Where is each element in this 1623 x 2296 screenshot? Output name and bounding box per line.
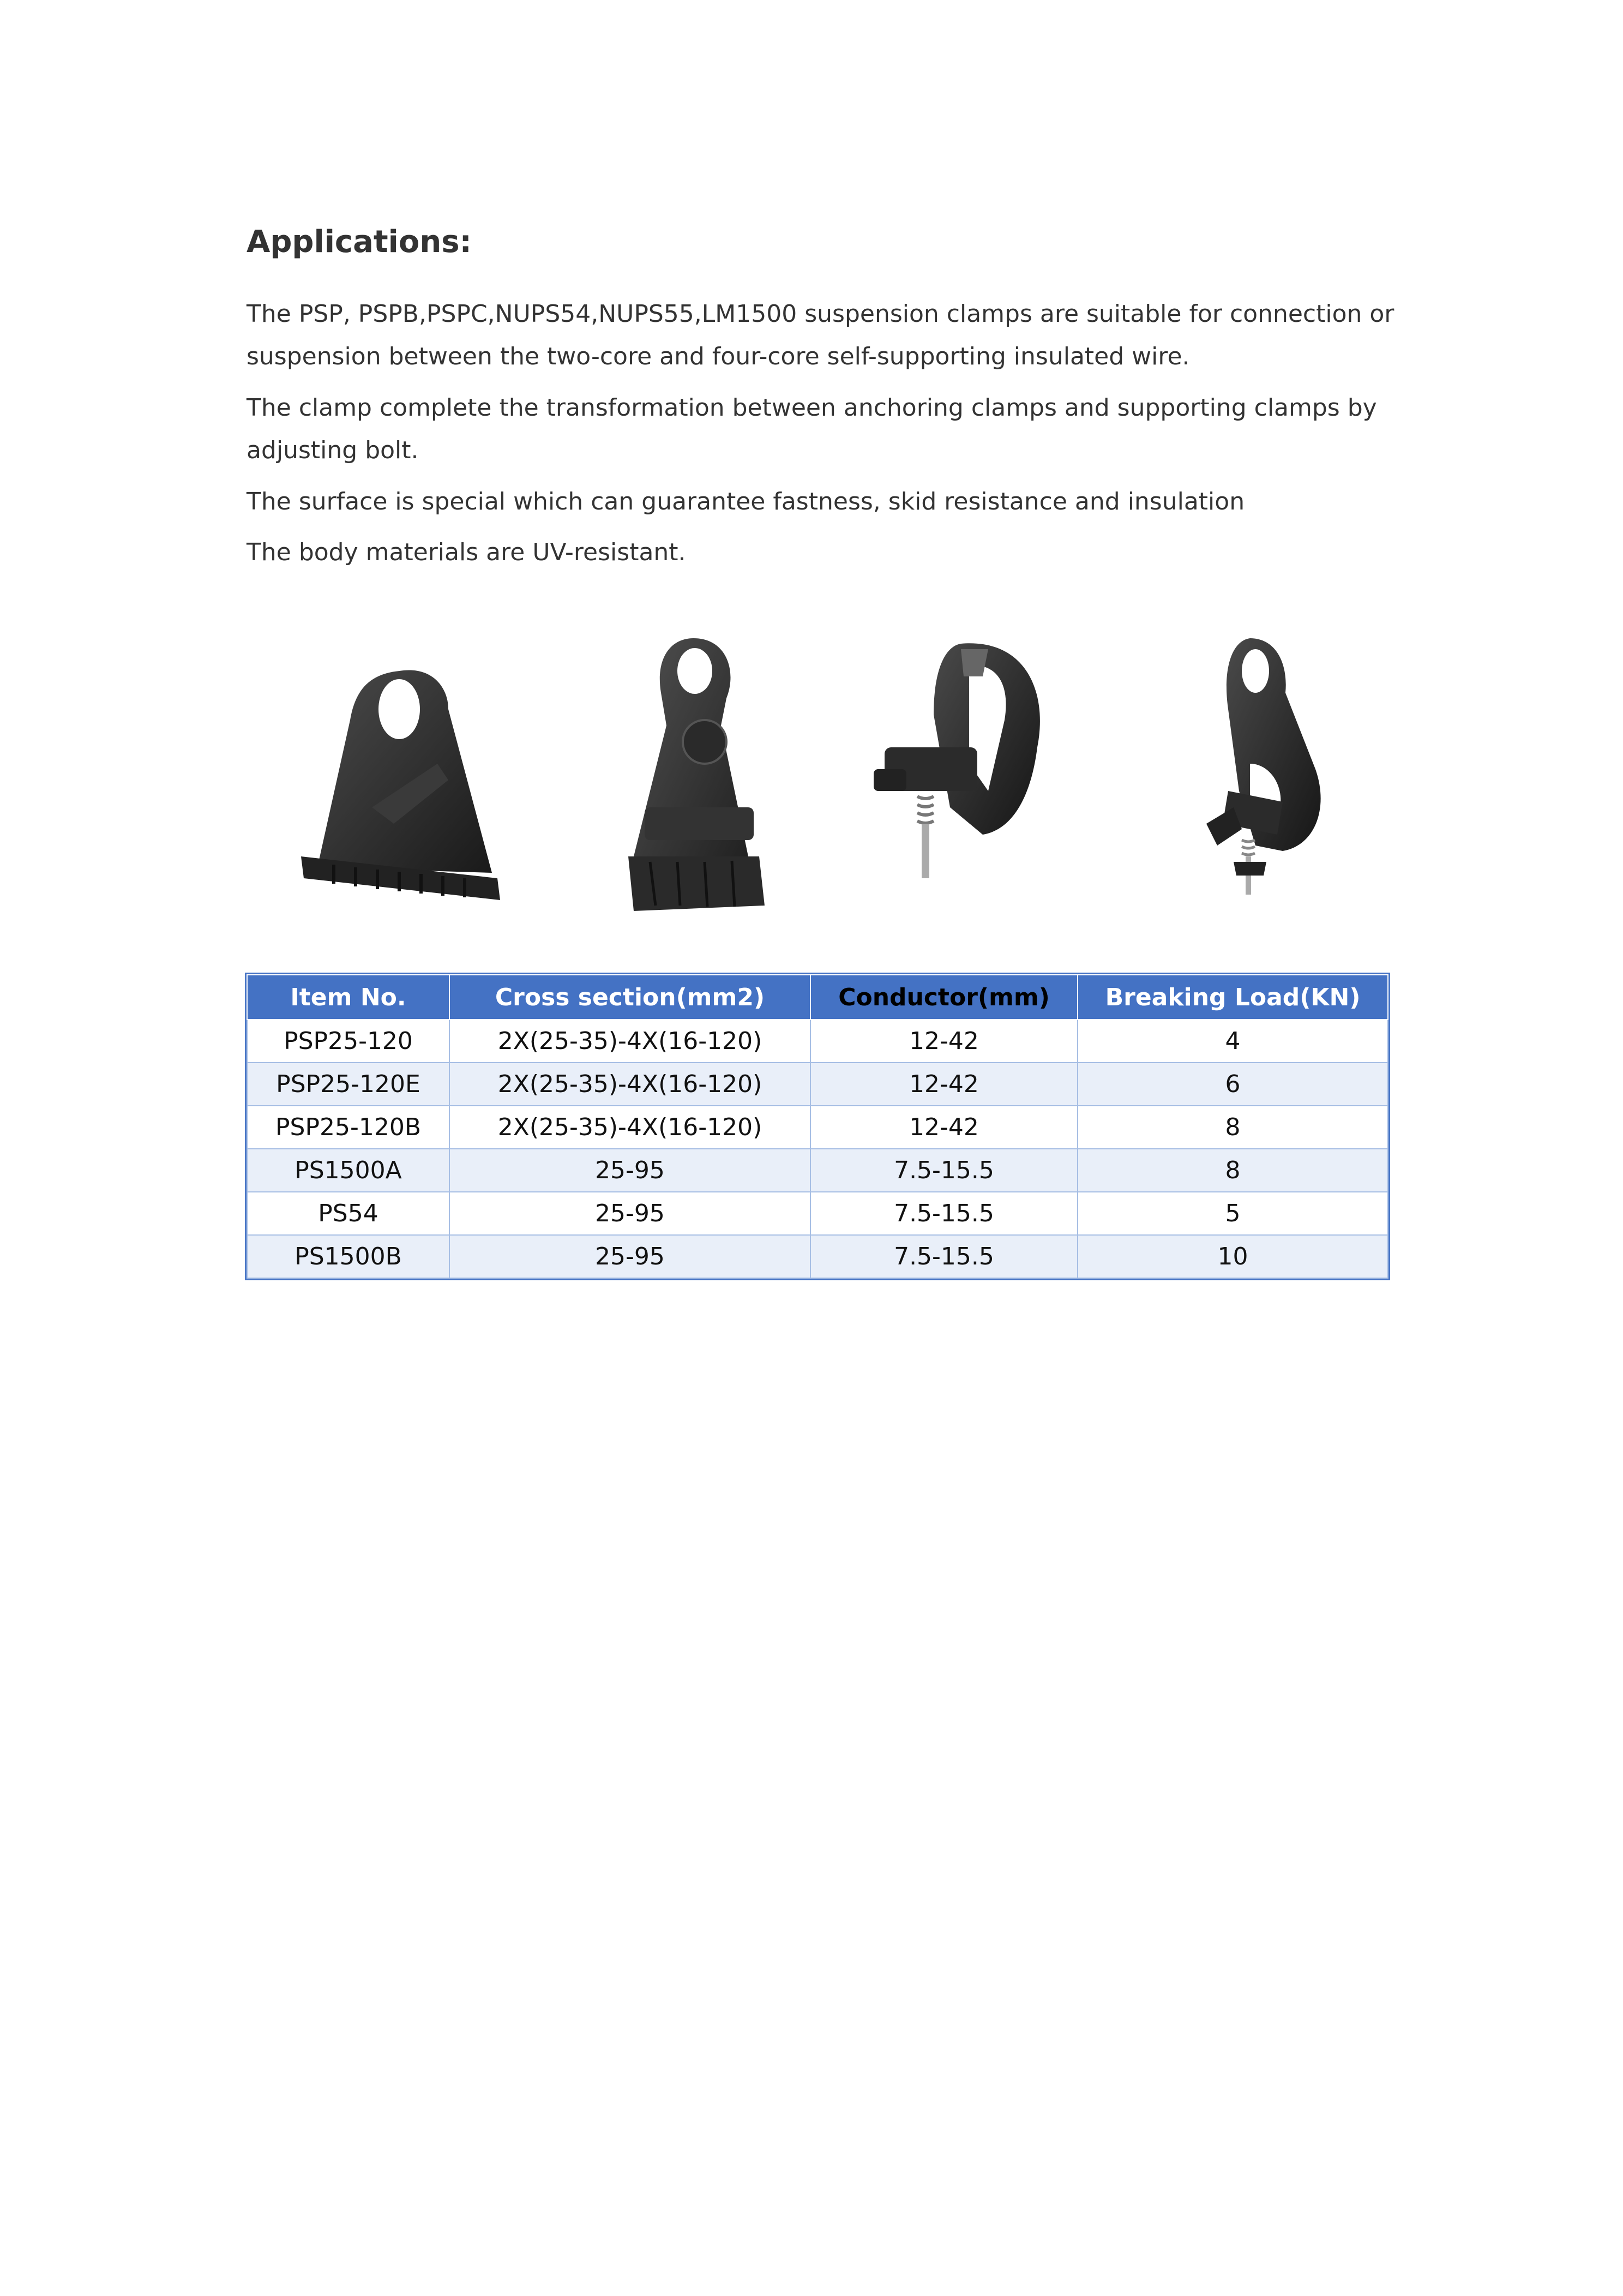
header-cross-section: Cross section(mm2)	[449, 975, 810, 1020]
table-row	[247, 1235, 1388, 1278]
cell-cross-section: 2X(25-35)-4X(16-120)	[449, 1063, 810, 1106]
table-row	[247, 1020, 1388, 1063]
cell-breaking-load: 4	[1078, 1020, 1388, 1063]
paragraph-4: The body materials are UV-resistant.	[247, 538, 686, 566]
cell-cross-section: 25-95	[449, 1149, 810, 1192]
section-heading: Applications:	[247, 224, 472, 260]
cell-breaking-load: 10	[1078, 1235, 1388, 1278]
cell-cross-section: 2X(25-35)-4X(16-120)	[449, 1020, 810, 1063]
cell-conductor: 7.5-15.5	[810, 1192, 1078, 1235]
specification-table	[247, 974, 1388, 1279]
header-conductor: Conductor(mm)	[810, 975, 1078, 1020]
suspension-clamp-2-icon	[574, 627, 803, 927]
header-item-no: Item No.	[247, 975, 449, 1020]
cell-conductor: 7.5-15.5	[810, 1235, 1078, 1278]
table-row	[247, 1149, 1388, 1192]
cell-breaking-load: 8	[1078, 1106, 1388, 1149]
table-row	[247, 1106, 1388, 1149]
table-row	[247, 1063, 1388, 1106]
cell-cross-section: 25-95	[449, 1235, 810, 1278]
cell-item-no: PSP25-120B	[247, 1106, 449, 1149]
paragraph-3: The surface is special which can guarantee fastness, skid resistance and insulation	[247, 488, 1245, 515]
cell-item-no: PSP25-120E	[247, 1063, 449, 1106]
suspension-clamp-1-icon	[285, 627, 514, 927]
cell-item-no: PS1500A	[247, 1149, 449, 1192]
cell-cross-section: 2X(25-35)-4X(16-120)	[449, 1106, 810, 1149]
cell-breaking-load: 5	[1078, 1192, 1388, 1235]
paragraph-2: The clamp complete the transformation between anchoring clamps and supporting clamps by adjusting bolt.	[247, 394, 1377, 464]
cell-conductor: 12-42	[810, 1063, 1078, 1106]
cell-item-no: PS1500B	[247, 1235, 449, 1278]
cell-cross-section: 25-95	[449, 1192, 810, 1235]
paragraph-1: The PSP, PSPB,PSPC,NUPS54,NUPS55,LM1500 suspension clamps are suitable for connection or suspension between the two-core and four-core self-supporting insulated wire.	[247, 300, 1394, 370]
cell-conductor: 12-42	[810, 1106, 1078, 1149]
cell-conductor: 7.5-15.5	[810, 1149, 1078, 1192]
cell-item-no: PSP25-120	[247, 1020, 449, 1063]
table-header-row	[247, 975, 1388, 1020]
table-row	[247, 1192, 1388, 1235]
cell-breaking-load: 8	[1078, 1149, 1388, 1192]
cell-item-no: PS54	[247, 1192, 449, 1235]
suspension-clamp-4-icon	[1141, 627, 1370, 927]
cell-conductor: 12-42	[810, 1020, 1078, 1063]
suspension-clamp-3-icon	[852, 627, 1081, 927]
product-images	[247, 627, 1392, 927]
header-breaking-load: Breaking Load(KN)	[1078, 975, 1388, 1020]
cell-breaking-load: 6	[1078, 1063, 1388, 1106]
